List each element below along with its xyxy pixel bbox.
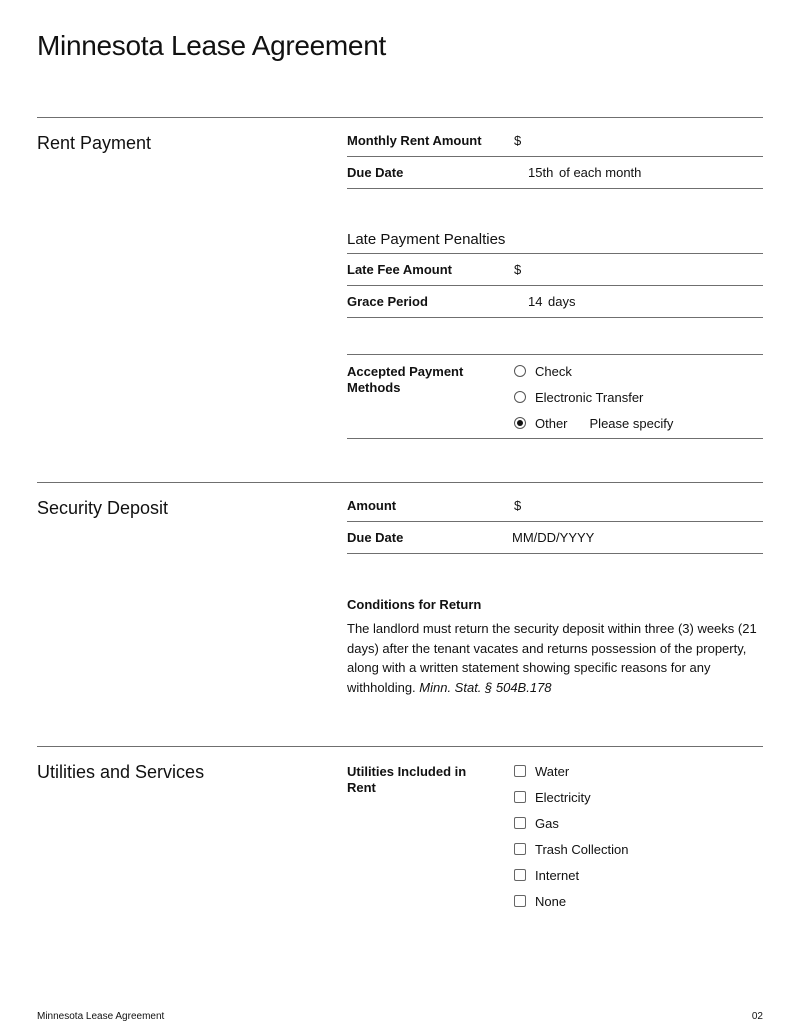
- utilities-label: Utilities Included in Rent: [347, 764, 467, 795]
- field-label: Monthly Rent Amount: [347, 133, 482, 148]
- option-label: Gas: [535, 815, 559, 831]
- currency-symbol: $: [514, 262, 522, 277]
- option-label: Water: [535, 763, 570, 779]
- page-title: Minnesota Lease Agreement: [37, 30, 386, 61]
- option-label: None: [535, 893, 567, 909]
- late-fee-row: [347, 254, 763, 286]
- option-label: Electricity: [535, 789, 591, 805]
- checkbox-icon[interactable]: [514, 791, 526, 803]
- radio-icon[interactable]: [514, 365, 526, 377]
- late-fee-input[interactable]: [529, 262, 749, 280]
- grace-period-input[interactable]: 14: [528, 294, 543, 309]
- monthly-rent-row: [347, 125, 763, 157]
- section-title: Rent Payment: [37, 133, 152, 153]
- checkbox-trash-collection[interactable]: [514, 840, 628, 858]
- field-label: Due Date: [347, 165, 404, 180]
- conditions-body: The landlord must return the security deposit within three (3) weeks (21 days) after the tenant vacates and returns possession of the property, along with a written statement showing specific reasons for any withholding.: [347, 621, 757, 696]
- currency-symbol: $: [514, 133, 522, 148]
- conditions-title: Conditions for Return: [347, 597, 482, 612]
- field-label: Amount: [347, 498, 397, 513]
- checkbox-internet[interactable]: [514, 866, 579, 884]
- due-day-input[interactable]: 15th: [528, 165, 554, 180]
- checkbox-icon[interactable]: [514, 817, 526, 829]
- option-label: Check: [535, 363, 572, 379]
- footer-title: Minnesota Lease Agreement: [37, 1011, 165, 1022]
- radio-icon[interactable]: [514, 391, 526, 403]
- due-date-suffix: of each month: [559, 165, 642, 180]
- section-security-deposit: [37, 482, 763, 712]
- checkbox-icon[interactable]: [514, 869, 526, 881]
- checkbox-icon[interactable]: [514, 895, 526, 907]
- due-date-row: [347, 157, 763, 189]
- conditions-text: [347, 619, 763, 698]
- payment-methods-label: Accepted Payment Methods: [347, 364, 464, 395]
- monthly-rent-input[interactable]: [529, 133, 749, 151]
- checkbox-gas[interactable]: [514, 814, 559, 832]
- deposit-amount-row: [347, 490, 763, 522]
- other-specify-input[interactable]: Please specify: [589, 415, 674, 431]
- option-label: Other: [535, 415, 568, 431]
- option-label: Electronic Transfer: [535, 389, 644, 405]
- radio-checked-icon[interactable]: [514, 417, 526, 429]
- checkbox-icon[interactable]: [514, 843, 526, 855]
- field-label: Due Date: [347, 530, 404, 545]
- statute-citation: Minn. Stat. § 504B.178: [419, 680, 552, 696]
- option-label: Trash Collection: [535, 841, 629, 857]
- field-label: Grace Period: [347, 294, 428, 309]
- field-label: Late Fee Amount: [347, 262, 452, 277]
- deposit-due-date-row: [347, 522, 763, 554]
- radio-option-check[interactable]: [514, 362, 572, 380]
- section-title: Utilities and Services: [37, 762, 205, 782]
- grace-period-unit: days: [548, 294, 576, 309]
- checkbox-icon[interactable]: [514, 765, 526, 777]
- currency-symbol: $: [514, 498, 522, 513]
- section-rent-payment: [37, 117, 763, 437]
- grace-period-row: [347, 286, 763, 318]
- deposit-amount-input[interactable]: [529, 498, 749, 516]
- late-penalties-fields: [347, 253, 763, 318]
- checkbox-electricity[interactable]: [514, 788, 591, 806]
- checkbox-water[interactable]: [514, 762, 569, 780]
- rent-fields: [347, 125, 763, 431]
- section-title: Security Deposit: [37, 498, 169, 518]
- late-penalties-heading: Late Payment Penalties: [347, 231, 506, 248]
- radio-option-other[interactable]: [514, 414, 673, 432]
- deposit-due-date-input[interactable]: MM/DD/YYYY: [512, 530, 595, 545]
- option-label: Internet: [535, 867, 580, 883]
- page-number: 02: [751, 1011, 763, 1022]
- radio-option-electronic-transfer[interactable]: [514, 388, 643, 406]
- deposit-fields: [347, 490, 763, 696]
- payment-methods-block: [347, 354, 763, 439]
- checkbox-none[interactable]: [514, 892, 566, 910]
- section-utilities: [37, 746, 763, 926]
